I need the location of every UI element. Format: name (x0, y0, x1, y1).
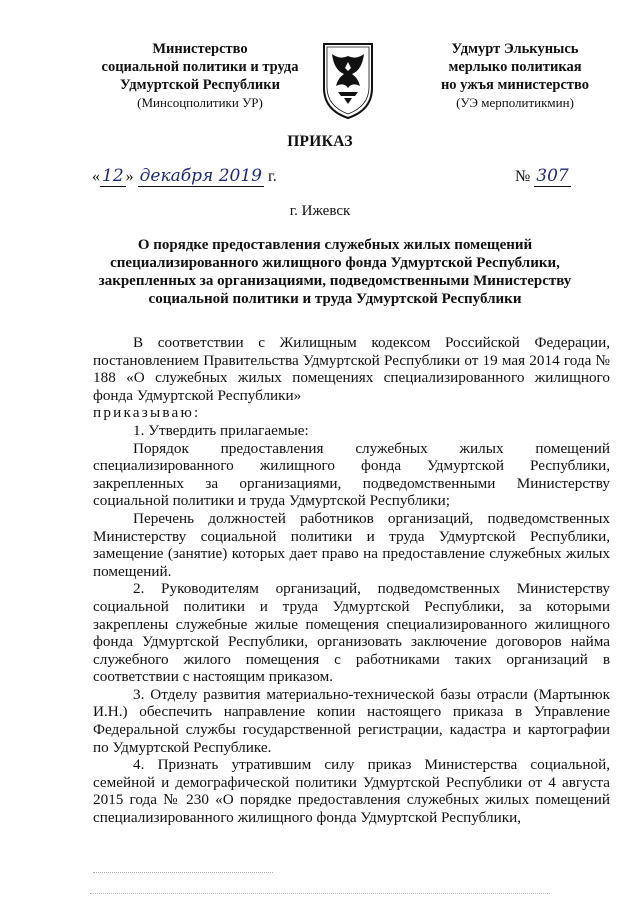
paragraph-1: 1. Утвердить прилагаемые: (133, 421, 309, 439)
order-title: ПРИКАЗ (287, 133, 353, 150)
ministry-udm-line-2: мерлыко политикая (448, 59, 582, 75)
number-prefix: № (515, 168, 531, 185)
scan-artifact-bottom (90, 893, 550, 896)
paragraph-4: 4. Признать утратившим силу приказ Министерства социальной, семейной и демографической политики Удмуртской Республики от 4 августа 2015 года № 230 «О порядке предоставления служебных жилых помещений специализированного жилищного фонда Удмуртской Республики, (93, 756, 610, 827)
ministry-name-russian (80, 40, 320, 112)
order-city: г. Ижевск (289, 203, 351, 219)
ministry-line-2: социальной политики и труда (101, 59, 299, 75)
date-suffix: г. (267, 168, 277, 185)
date-day: 12 (102, 166, 124, 186)
date-open-quote: « (92, 168, 100, 185)
date-year: 2019 (218, 166, 262, 186)
date-close-quote: » (125, 168, 134, 185)
ministry-udm-line-3: но ужъя министерство (440, 77, 590, 93)
order-body (93, 334, 610, 827)
ministry-name-udmurt (405, 40, 625, 112)
ministry-udm-short-name: (УЭ мерполитикмин) (456, 95, 574, 110)
order-date (92, 166, 277, 187)
paragraph-2: 2. Руководителям организаций, подведомственных Министерству социальной политики и труда Удмуртской Республики, за которыми закреплены служебные жилые помещения специализированного жилищного фонда Удмуртской Республики, организовать заключение договоров найма служебного жилого помещения с работниками таких организаций в соответствии с настоящим приказом. (93, 580, 610, 686)
scan-artifact (93, 872, 273, 875)
ministry-line-1: Министерство (152, 41, 248, 57)
number-value: 307 (536, 166, 569, 186)
paragraph-3: 3. Отделу развития материально-технической базы отрасли (Мартынюк И.Н.) обеспечить направление копии настоящего приказа в Управление Федеральной службы государственной регистрации, кадастра и картографии по Удмуртской Республике. (93, 685, 610, 756)
date-month (138, 166, 264, 187)
ministry-line-3: Удмуртской Республики (120, 77, 280, 93)
ministry-udm-line-1: Удмурт Элькунысь (451, 41, 579, 57)
order-number (515, 166, 571, 187)
coat-of-arms-icon (318, 40, 378, 120)
paragraph-1-procedure: Порядок предоставления служебных жилых помещений специализированного жилищного фонда Удмуртской Республики, закрепленных за организациями, подведомственными Министерству социальной политики и труда Удмуртской Республики; (93, 439, 610, 510)
order-subject: О порядке предоставления служебных жилых помещений специализированного жилищного фонда Удмуртской Республики, закрепленных за организациями, подведомственными Министерству социальной политики и труда Удмуртской Республики (98, 237, 572, 307)
ministry-short-name: (Минсоцполитики УР) (137, 95, 263, 110)
paragraph-1-list: Перечень должностей работников организаций, подведомственных Министерству социальной политики и труда Удмуртской Республики, замещение (занятие) которых дает право на предоставление служебных жилых помещений. (93, 509, 610, 580)
paragraph-preamble: В соответствии с Жилищным кодексом Российской Федерации, постановлением Правительства Удмуртской Республики от 19 мая 2014 года № 188 «О служебных жилых помещениях специализированного жилищного фонда Удмуртской Республики» (93, 334, 610, 404)
order-keyword: приказываю: (93, 404, 201, 422)
date-month-text: декабря (139, 166, 214, 186)
